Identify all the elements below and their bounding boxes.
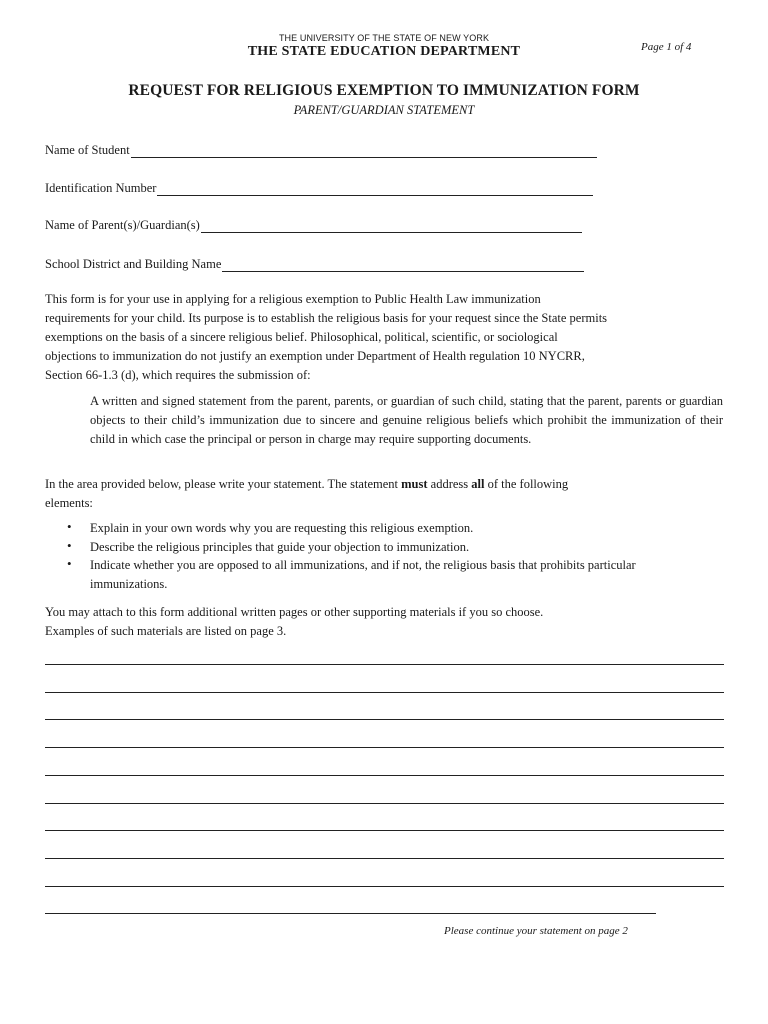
field-parent-guardian-name xyxy=(45,217,582,233)
list-item: • Explain in your own words why you are requesting this religious exemption. xyxy=(67,519,474,535)
statement-line[interactable] xyxy=(45,858,724,859)
statement-line[interactable] xyxy=(45,747,724,748)
requirements-list xyxy=(45,519,725,593)
statement-line[interactable] xyxy=(45,664,724,665)
statement-line[interactable] xyxy=(45,692,724,693)
continue-note: Please continue your statement on page 2 xyxy=(444,925,628,937)
emphasis-all: all xyxy=(471,477,485,491)
list-item: • Describe the religious principles that guide your objection to immunization. xyxy=(67,537,470,554)
bullet-icon: • xyxy=(67,519,72,534)
header-department: THE STATE EDUCATION DEPARTMENT xyxy=(247,44,521,59)
field-school-district xyxy=(45,256,584,272)
list-item: • Indicate whether you are opposed to all immunizations, and if not, the religious basis that prohibits particular immunizations. xyxy=(67,556,636,591)
header-university: THE UNIVERSITY OF THE STATE OF NEW YORK xyxy=(278,33,490,43)
instructions-line: elements: xyxy=(45,496,93,510)
statement-line[interactable] xyxy=(45,913,656,914)
statement-line[interactable] xyxy=(45,775,724,776)
statement-line[interactable] xyxy=(45,719,724,720)
field-student-name xyxy=(45,142,597,158)
instructions-paragraph xyxy=(45,475,568,513)
attach-line: Examples of such materials are listed on page 3. xyxy=(45,624,287,638)
intro-line: Section 66-1.3 (d), which requires the submission of: xyxy=(45,368,311,382)
intro-line: objections to immunization do not justify an exemption under Department of Health regulation 10 NYCRR, xyxy=(45,349,585,363)
field-label: Identification Number xyxy=(45,181,157,195)
form-subtitle: PARENT/GUARDIAN STATEMENT xyxy=(293,103,475,117)
bullet-icon: • xyxy=(67,556,72,571)
identification-number-input[interactable] xyxy=(157,184,593,196)
field-identification-number xyxy=(45,180,593,196)
field-label: School District and Building Name xyxy=(45,257,222,271)
statement-line[interactable] xyxy=(45,803,724,804)
intro-line: exemptions on the basis of a sincere religious belief. Philosophical, political, scientific, or sociological xyxy=(45,330,558,344)
parent-guardian-name-input[interactable] xyxy=(201,221,582,233)
instructions-line: In the area provided below, please write your statement. The statement must address all of the following xyxy=(45,477,569,491)
regulation-quote: A written and signed statement from the parent, parents, or guardian of such child, stating that the parent, parents or guardian objects to their child’s immunization due to sincere and genuine religious beliefs which prohibit the immunization of their child in which case the principal or person in charge may require supporting documents. xyxy=(90,394,723,446)
intro-line: This form is for your use in applying for a religious exemption to Public Health Law immunization xyxy=(45,292,541,306)
emphasis-must: must xyxy=(401,477,428,491)
statement-line[interactable] xyxy=(45,886,724,887)
school-district-input[interactable] xyxy=(222,260,584,272)
page-indicator: Page 1 of 4 xyxy=(641,41,692,53)
attach-line: You may attach to this form additional written pages or other supporting materials if you so choose. xyxy=(45,605,544,619)
field-label: Name of Student xyxy=(45,143,130,157)
attach-note xyxy=(45,603,543,641)
statement-line[interactable] xyxy=(45,830,724,831)
bullet-icon: • xyxy=(67,537,72,553)
field-label: Name of Parent(s)/Guardian(s) xyxy=(45,218,200,232)
form-title: REQUEST FOR RELIGIOUS EXEMPTION TO IMMUNIZATION FORM xyxy=(128,82,640,99)
student-name-input[interactable] xyxy=(131,146,597,158)
intro-paragraph xyxy=(45,290,607,385)
intro-line: requirements for your child. Its purpose is to establish the religious basis for your request since the State permits xyxy=(45,311,608,325)
